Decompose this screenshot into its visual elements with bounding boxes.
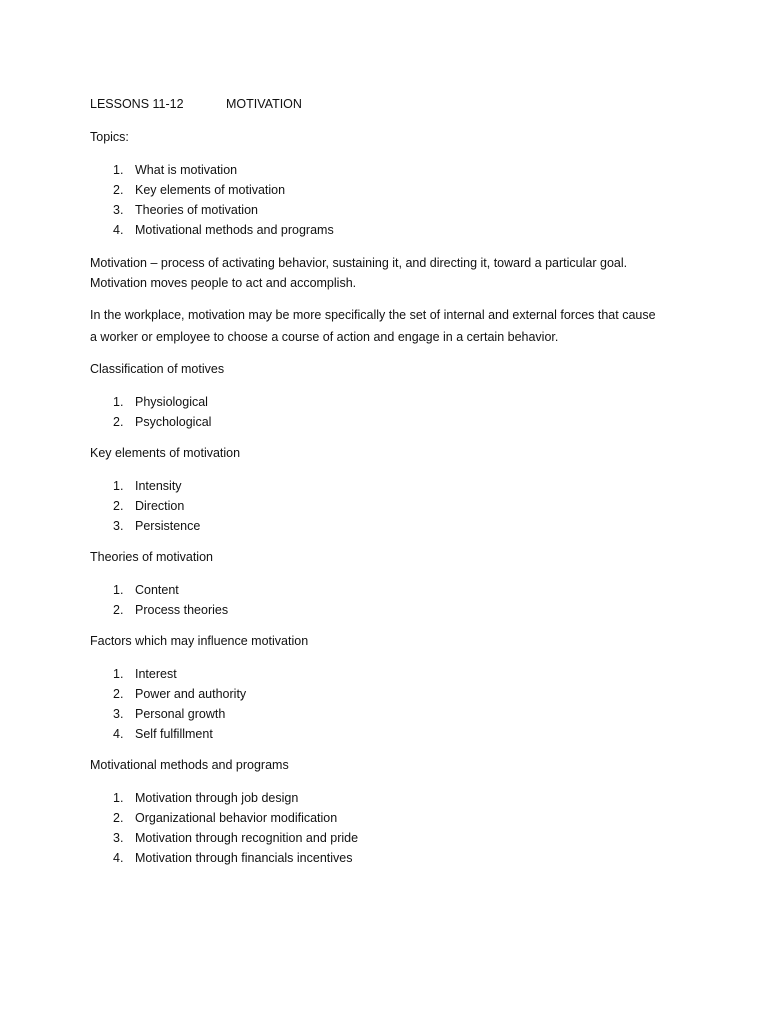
list-item	[90, 848, 680, 868]
workplace-paragraph	[90, 304, 680, 348]
list-text: Key elements of motivation	[135, 183, 286, 197]
list-text: What is motivation	[135, 163, 238, 177]
list-text: Organizational behavior modification	[135, 811, 338, 825]
list-item	[90, 808, 680, 828]
list-text: Motivation through recognition and pride	[135, 831, 359, 845]
factors-list	[90, 664, 680, 744]
list-item	[90, 664, 680, 684]
list-number: 3.	[113, 519, 124, 533]
list-item	[90, 704, 680, 724]
section-heading: Key elements of motivation	[90, 446, 241, 460]
list-number: 1.	[113, 791, 124, 805]
list-text: Persistence	[135, 519, 201, 533]
section-heading: Factors which may influence motivation	[90, 634, 309, 648]
list-text: Physiological	[135, 395, 208, 409]
section-heading: Theories of motivation	[90, 550, 213, 564]
list-item	[90, 200, 680, 220]
list-item	[90, 828, 680, 848]
paragraph-line: Motivation – process of activating behavior, sustaining it, and directing it, toward a particular goal.	[90, 256, 628, 270]
section-heading: Classification of motives	[90, 362, 225, 376]
topics-label: Topics:	[90, 130, 129, 144]
list-item	[90, 600, 680, 620]
list-text: Content	[135, 583, 179, 597]
list-number: 1.	[113, 479, 124, 493]
list-number: 1.	[113, 163, 124, 177]
key-elements-list	[90, 476, 680, 536]
list-item	[90, 724, 680, 744]
list-number: 2.	[113, 687, 124, 701]
list-text: Psychological	[135, 415, 212, 429]
list-text: Self fulfillment	[135, 727, 213, 741]
paragraph-line: In the workplace, motivation may be more specifically the set of internal and external forces that cause	[90, 308, 656, 322]
document-content	[90, 94, 680, 868]
lesson-subject: MOTIVATION	[226, 97, 302, 111]
list-text: Motivation through job design	[135, 791, 299, 805]
list-item	[90, 412, 680, 432]
list-text: Intensity	[135, 479, 182, 493]
list-number: 4.	[113, 727, 124, 741]
list-item	[90, 392, 680, 412]
methods-list	[90, 788, 680, 868]
definition-paragraph	[90, 253, 680, 293]
list-number: 1.	[113, 583, 124, 597]
list-item	[90, 220, 680, 240]
list-item	[90, 496, 680, 516]
list-number: 2.	[113, 603, 124, 617]
list-text: Personal growth	[135, 707, 226, 721]
list-item	[90, 180, 680, 200]
list-number: 2.	[113, 499, 124, 513]
list-text: Direction	[135, 499, 185, 513]
topics-list	[90, 160, 680, 240]
paragraph-line: Motivation moves people to act and accomplish.	[90, 276, 357, 290]
list-text: Power and authority	[135, 687, 247, 701]
list-item	[90, 788, 680, 808]
list-text: Motivational methods and programs	[135, 223, 334, 237]
list-text: Process theories	[135, 603, 229, 617]
theories-list	[90, 580, 680, 620]
list-number: 3.	[113, 707, 124, 721]
list-number: 3.	[113, 203, 124, 217]
list-number: 2.	[113, 183, 124, 197]
list-item	[90, 516, 680, 536]
paragraph-line: a worker or employee to choose a course of action and engage in a certain behavior.	[90, 330, 559, 344]
list-number: 1.	[113, 395, 124, 409]
list-number: 2.	[113, 811, 124, 825]
list-text: Interest	[135, 667, 177, 681]
document-title	[90, 94, 680, 114]
list-text: Theories of motivation	[135, 203, 258, 217]
list-text: Motivation through financials incentives	[135, 851, 353, 865]
list-number: 1.	[113, 667, 124, 681]
lesson-number: LESSONS 11-12	[90, 97, 184, 111]
list-item	[90, 160, 680, 180]
list-item	[90, 684, 680, 704]
list-item	[90, 476, 680, 496]
classification-list	[90, 392, 680, 432]
section-heading: Motivational methods and programs	[90, 758, 289, 772]
list-number: 2.	[113, 415, 124, 429]
list-number: 4.	[113, 851, 124, 865]
list-number: 4.	[113, 223, 124, 237]
list-item	[90, 580, 680, 600]
list-number: 3.	[113, 831, 124, 845]
